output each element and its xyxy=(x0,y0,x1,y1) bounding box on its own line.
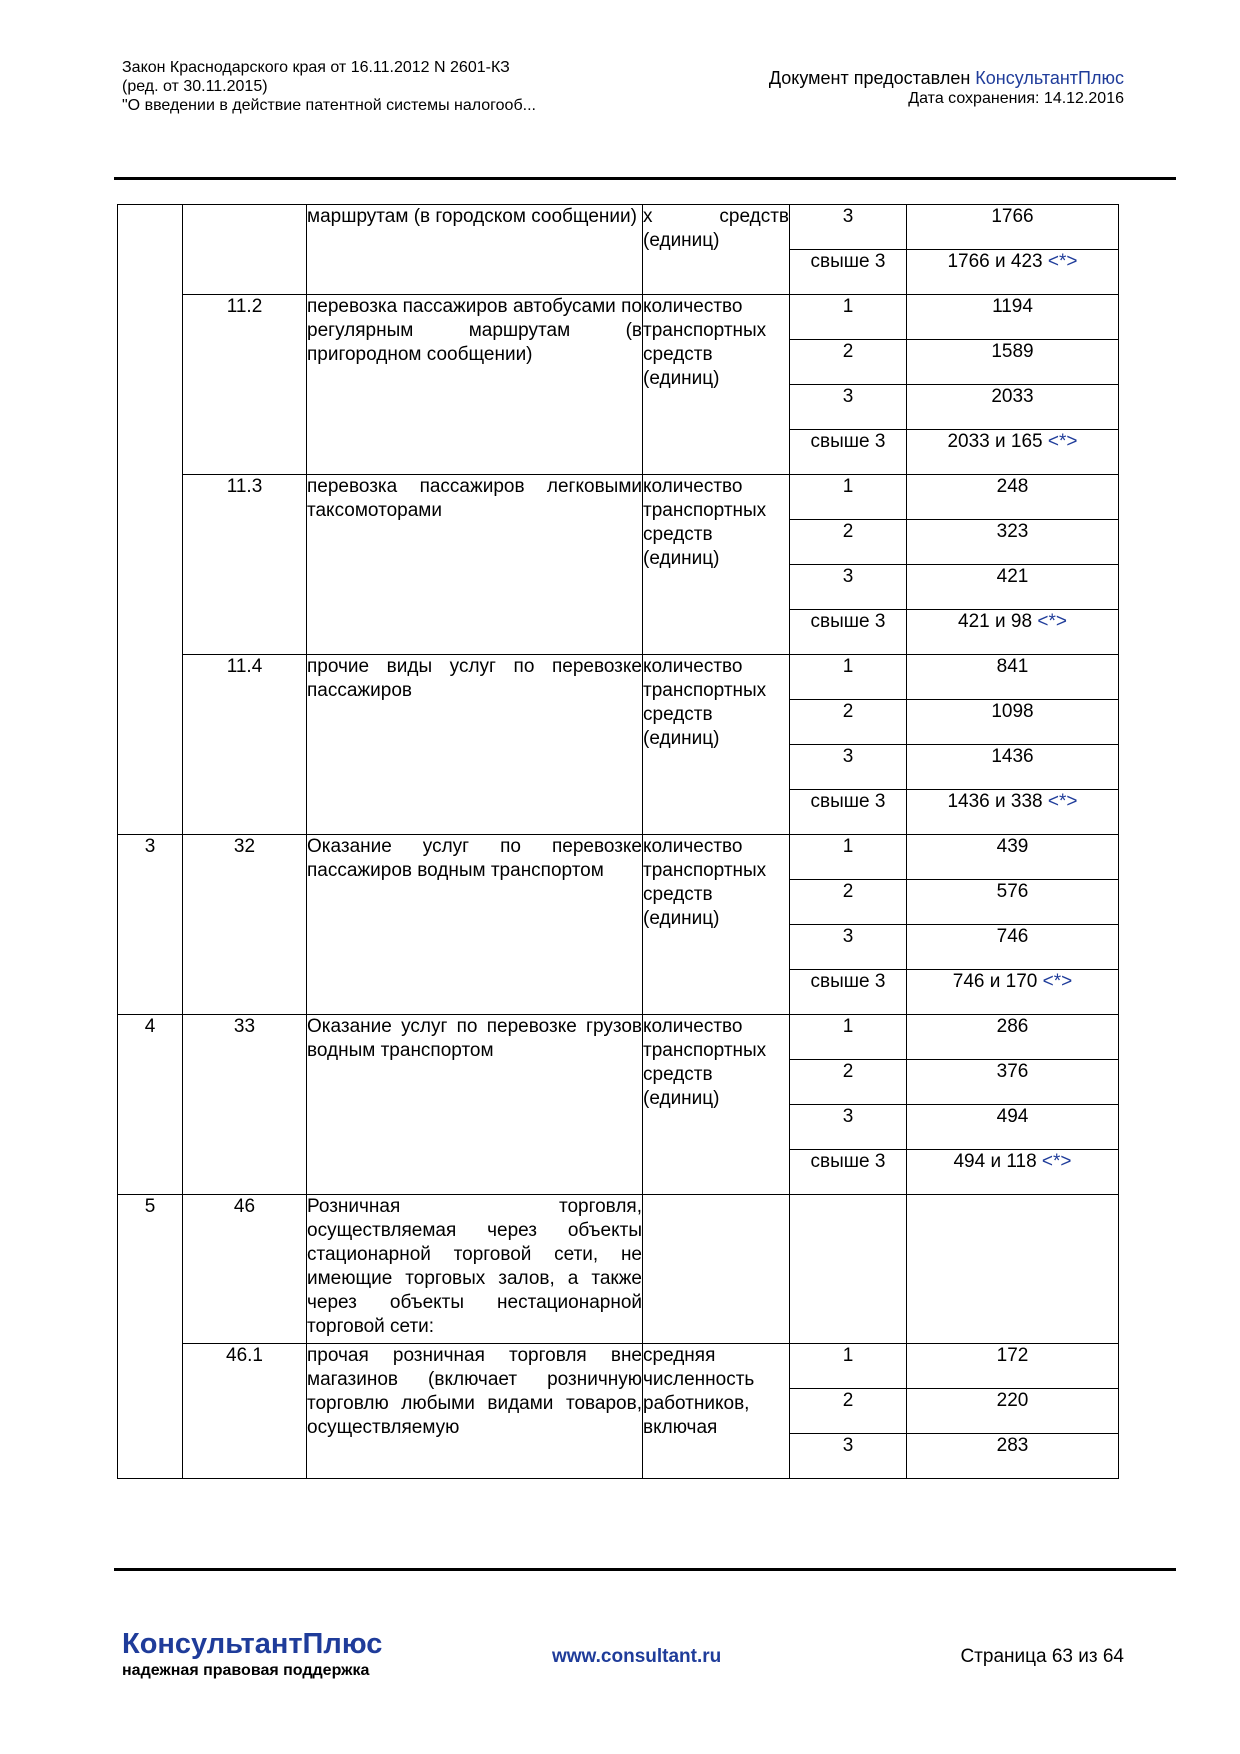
footnote-reference-link[interactable]: <*> xyxy=(1047,431,1078,452)
quantity-cell xyxy=(790,970,907,1015)
row-number xyxy=(118,205,183,835)
income-value-cell xyxy=(907,1344,1119,1389)
quantity-cell-text: 3 xyxy=(842,926,854,947)
quantity-cell xyxy=(790,1344,907,1389)
document-title xyxy=(122,58,536,115)
income-value-cell xyxy=(907,655,1119,700)
footnote-reference-link[interactable]: <*> xyxy=(1042,971,1073,992)
income-value-cell xyxy=(907,790,1119,835)
row-number-text: 3 xyxy=(144,836,156,857)
brand-logo: КонсультантПлюс xyxy=(122,1628,383,1660)
income-value-cell xyxy=(907,610,1119,655)
quantity-cell xyxy=(790,610,907,655)
activity-description-text: прочие виды услуг по перевозке пассажиров xyxy=(307,656,642,701)
quantity-cell-text: свыше 3 xyxy=(810,611,886,632)
income-value-cell xyxy=(907,1389,1119,1434)
quantity-cell-text: свыше 3 xyxy=(810,251,886,272)
page-number: Страница 63 из 64 xyxy=(960,1646,1124,1667)
income-value-cell xyxy=(907,1015,1119,1060)
quantity-cell xyxy=(790,565,907,610)
income-value-cell-text: 286 xyxy=(996,1016,1029,1037)
income-value-cell xyxy=(907,475,1119,520)
income-value-cell-text: 1436 xyxy=(991,746,1034,767)
table-row xyxy=(118,295,1119,340)
activity-code-text: 33 xyxy=(233,1016,256,1037)
income-value-cell-text: 323 xyxy=(996,521,1029,542)
quantity-cell xyxy=(790,205,907,250)
income-value-cell xyxy=(907,925,1119,970)
quantity-cell xyxy=(790,1195,907,1344)
income-value-cell xyxy=(907,250,1119,295)
income-value-cell-text: 283 xyxy=(996,1435,1029,1456)
activity-description xyxy=(307,835,643,1015)
site-link[interactable]: www.consultant.ru xyxy=(552,1646,722,1667)
quantity-cell xyxy=(790,250,907,295)
quantity-cell-text: 1 xyxy=(842,836,854,857)
activity-code xyxy=(183,205,307,295)
income-value-cell-text: 376 xyxy=(996,1061,1029,1082)
unit-of-measure-text: х средств (единиц) xyxy=(643,206,789,251)
income-value-cell xyxy=(907,745,1119,790)
income-value-cell xyxy=(907,520,1119,565)
row-number xyxy=(118,1015,183,1195)
quantity-cell xyxy=(790,880,907,925)
quantity-cell xyxy=(790,385,907,430)
activity-code xyxy=(183,835,307,1015)
income-value-cell-text: 841 xyxy=(996,656,1029,677)
footnote-reference-link[interactable]: <*> xyxy=(1047,791,1078,812)
quantity-cell xyxy=(790,520,907,565)
income-value-cell-text: 1766 и 423 xyxy=(947,251,1043,272)
header-divider xyxy=(114,177,1176,180)
income-value-cell xyxy=(907,880,1119,925)
footnote-reference-link[interactable]: <*> xyxy=(1041,1151,1072,1172)
income-value-cell xyxy=(907,385,1119,430)
income-value-cell xyxy=(907,1150,1119,1195)
provider-info xyxy=(769,68,1124,109)
income-value-cell-text: 2033 xyxy=(991,386,1034,407)
unit-of-measure-text: количество транспортных средств (единиц) xyxy=(643,296,767,389)
income-value-cell-text: 220 xyxy=(996,1390,1029,1411)
income-value-cell-text: 494 xyxy=(996,1106,1029,1127)
income-value-cell-text: 746 и 170 xyxy=(952,971,1038,992)
quantity-cell-text: 2 xyxy=(842,521,854,542)
provider-link[interactable]: КонсультантПлюс xyxy=(975,68,1124,88)
activity-code-text: 11.4 xyxy=(226,656,263,677)
quantity-cell-text: 1 xyxy=(842,296,854,317)
activity-code-text: 46 xyxy=(233,1196,256,1217)
income-value-cell xyxy=(907,565,1119,610)
activity-description-text: маршрутам (в городском сообщении) xyxy=(307,206,637,227)
activity-description xyxy=(307,205,643,295)
quantity-cell xyxy=(790,1150,907,1195)
footer-divider xyxy=(114,1568,1176,1571)
table-row xyxy=(118,1015,1119,1060)
document-title-line: (ред. от 30.11.2015) xyxy=(122,78,268,95)
activity-code-text: 32 xyxy=(233,836,256,857)
income-value-cell-text: 1194 xyxy=(992,296,1033,317)
income-value-cell xyxy=(907,340,1119,385)
activity-code-text: 46.1 xyxy=(226,1345,263,1366)
activity-description xyxy=(307,655,643,835)
income-value-cell-text: 576 xyxy=(996,881,1029,902)
footnote-reference-link[interactable]: <*> xyxy=(1037,611,1067,632)
quantity-cell xyxy=(790,340,907,385)
unit-of-measure xyxy=(643,295,790,475)
table-row xyxy=(118,655,1119,700)
activity-description-text: Розничная торговля, осуществляемая через объекты стационарной торговой сети, не имеющие торговых залов, а также через объекты нестационарной торговой сети: xyxy=(307,1196,642,1337)
footer-brand xyxy=(122,1627,382,1681)
quantity-cell-text: 2 xyxy=(842,1390,854,1411)
brand-tagline: надежная правовая поддержка xyxy=(122,1662,370,1679)
unit-of-measure xyxy=(643,205,790,295)
income-value-cell-text: 248 xyxy=(996,476,1029,497)
quantity-cell-text: 1 xyxy=(842,1345,854,1366)
activity-description xyxy=(307,1195,643,1344)
quantity-cell-text: 3 xyxy=(842,386,854,407)
unit-of-measure-text: количество транспортных средств (единиц) xyxy=(643,836,767,929)
tax-rate-table xyxy=(117,204,1119,1479)
quantity-cell xyxy=(790,1105,907,1150)
quantity-cell-text: 1 xyxy=(842,476,854,497)
quantity-cell xyxy=(790,475,907,520)
quantity-cell xyxy=(790,1060,907,1105)
quantity-cell-text: 3 xyxy=(842,566,854,587)
activity-code xyxy=(183,1344,307,1479)
quantity-cell xyxy=(790,700,907,745)
quantity-cell-text: 2 xyxy=(842,1061,854,1082)
quantity-cell-text: 1 xyxy=(842,1016,854,1037)
activity-code xyxy=(183,295,307,475)
income-value-cell-text: 2033 и 165 xyxy=(947,431,1043,452)
table-row xyxy=(118,1195,1119,1344)
quantity-cell-text: свыше 3 xyxy=(810,971,886,992)
activity-description xyxy=(307,475,643,655)
quantity-cell xyxy=(790,790,907,835)
quantity-cell-text: свыше 3 xyxy=(810,1151,886,1172)
income-value-cell xyxy=(907,295,1119,340)
quantity-cell xyxy=(790,1015,907,1060)
income-value-cell-text: 172 xyxy=(996,1345,1029,1366)
unit-of-measure-text: количество транспортных средств (единиц) xyxy=(643,656,767,749)
activity-description-text: Оказание услуг по перевозке пассажиров водным транспортом xyxy=(307,836,642,881)
income-value-cell xyxy=(907,1434,1119,1479)
unit-of-measure xyxy=(643,655,790,835)
activity-code-text: 11.2 xyxy=(226,296,263,317)
activity-description-text: перевозка пассажиров легковыми таксомоторами xyxy=(307,476,642,521)
unit-of-measure-text: количество транспортных средств (единиц) xyxy=(643,476,767,569)
quantity-cell-text: 3 xyxy=(842,746,854,767)
unit-of-measure xyxy=(643,1344,790,1479)
quantity-cell-text: 2 xyxy=(842,881,854,902)
activity-code xyxy=(183,475,307,655)
income-value-cell-text: 421 xyxy=(996,566,1029,587)
unit-of-measure xyxy=(643,835,790,1015)
quantity-cell-text: свыше 3 xyxy=(810,791,886,812)
activity-description xyxy=(307,1344,643,1479)
income-value-cell-text: 1098 xyxy=(991,701,1034,722)
income-value-cell xyxy=(907,430,1119,475)
unit-of-measure xyxy=(643,475,790,655)
quantity-cell-text: 2 xyxy=(842,341,854,362)
unit-of-measure-text: количество транспортных средств (единиц) xyxy=(643,1016,767,1109)
footnote-reference-link[interactable]: <*> xyxy=(1047,251,1078,272)
income-value-cell xyxy=(907,1105,1119,1150)
income-value-cell xyxy=(907,205,1119,250)
quantity-cell-text: 3 xyxy=(842,1106,854,1127)
income-value-cell xyxy=(907,835,1119,880)
activity-description-text: Оказание услуг по перевозке грузов водным транспортом xyxy=(307,1016,642,1061)
document-title-line: "О введении в действие патентной системы налогооб... xyxy=(122,97,536,114)
quantity-cell-text: 3 xyxy=(842,206,854,227)
table-row xyxy=(118,835,1119,880)
income-value-cell xyxy=(907,1195,1119,1344)
document-title-line: Закон Краснодарского края от 16.11.2012 N 2601-КЗ xyxy=(122,59,510,76)
quantity-cell xyxy=(790,745,907,790)
unit-of-measure-text: средняя численность работников, включая xyxy=(643,1345,755,1438)
row-number xyxy=(118,1195,183,1479)
activity-description-text: прочая розничная торговля вне магазинов (включает розничную торговлю любыми видами товаров, осуществляемую xyxy=(307,1345,642,1438)
activity-description xyxy=(307,1015,643,1195)
row-number xyxy=(118,835,183,1015)
quantity-cell-text: 2 xyxy=(842,701,854,722)
quantity-cell xyxy=(790,295,907,340)
quantity-cell xyxy=(790,655,907,700)
activity-code xyxy=(183,1015,307,1195)
row-number-text: 5 xyxy=(144,1196,156,1217)
income-value-cell-text: 421 и 98 xyxy=(958,611,1033,632)
activity-code-text: 11.3 xyxy=(226,476,263,497)
row-number-text: 4 xyxy=(144,1016,156,1037)
quantity-cell xyxy=(790,835,907,880)
quantity-cell xyxy=(790,925,907,970)
income-value-cell-text: 1766 xyxy=(991,206,1034,227)
income-value-cell xyxy=(907,970,1119,1015)
activity-code xyxy=(183,655,307,835)
income-value-cell-text: 1436 и 338 xyxy=(947,791,1043,812)
quantity-cell-text: свыше 3 xyxy=(810,431,886,452)
unit-of-measure xyxy=(643,1015,790,1195)
income-value-cell-text: 1589 xyxy=(991,341,1034,362)
quantity-cell-text: 3 xyxy=(842,1435,854,1456)
quantity-cell xyxy=(790,1389,907,1434)
activity-code xyxy=(183,1195,307,1344)
quantity-cell xyxy=(790,430,907,475)
income-value-cell-text: 746 xyxy=(996,926,1029,947)
table-row xyxy=(118,205,1119,250)
table-row xyxy=(118,475,1119,520)
quantity-cell-text: 1 xyxy=(842,656,854,677)
income-value-cell xyxy=(907,1060,1119,1105)
income-value-cell-text: 439 xyxy=(996,836,1029,857)
quantity-cell xyxy=(790,1434,907,1479)
saved-date: Дата сохранения: 14.12.2016 xyxy=(908,90,1124,107)
activity-description xyxy=(307,295,643,475)
table-row xyxy=(118,1344,1119,1389)
provided-text: Документ предоставлен xyxy=(768,68,976,88)
unit-of-measure xyxy=(643,1195,790,1344)
income-value-cell-text: 494 и 118 xyxy=(953,1151,1037,1172)
income-value-cell xyxy=(907,700,1119,745)
activity-description-text: перевозка пассажиров автобусами по регулярным маршрутам (в пригородном сообщении) xyxy=(307,296,642,365)
